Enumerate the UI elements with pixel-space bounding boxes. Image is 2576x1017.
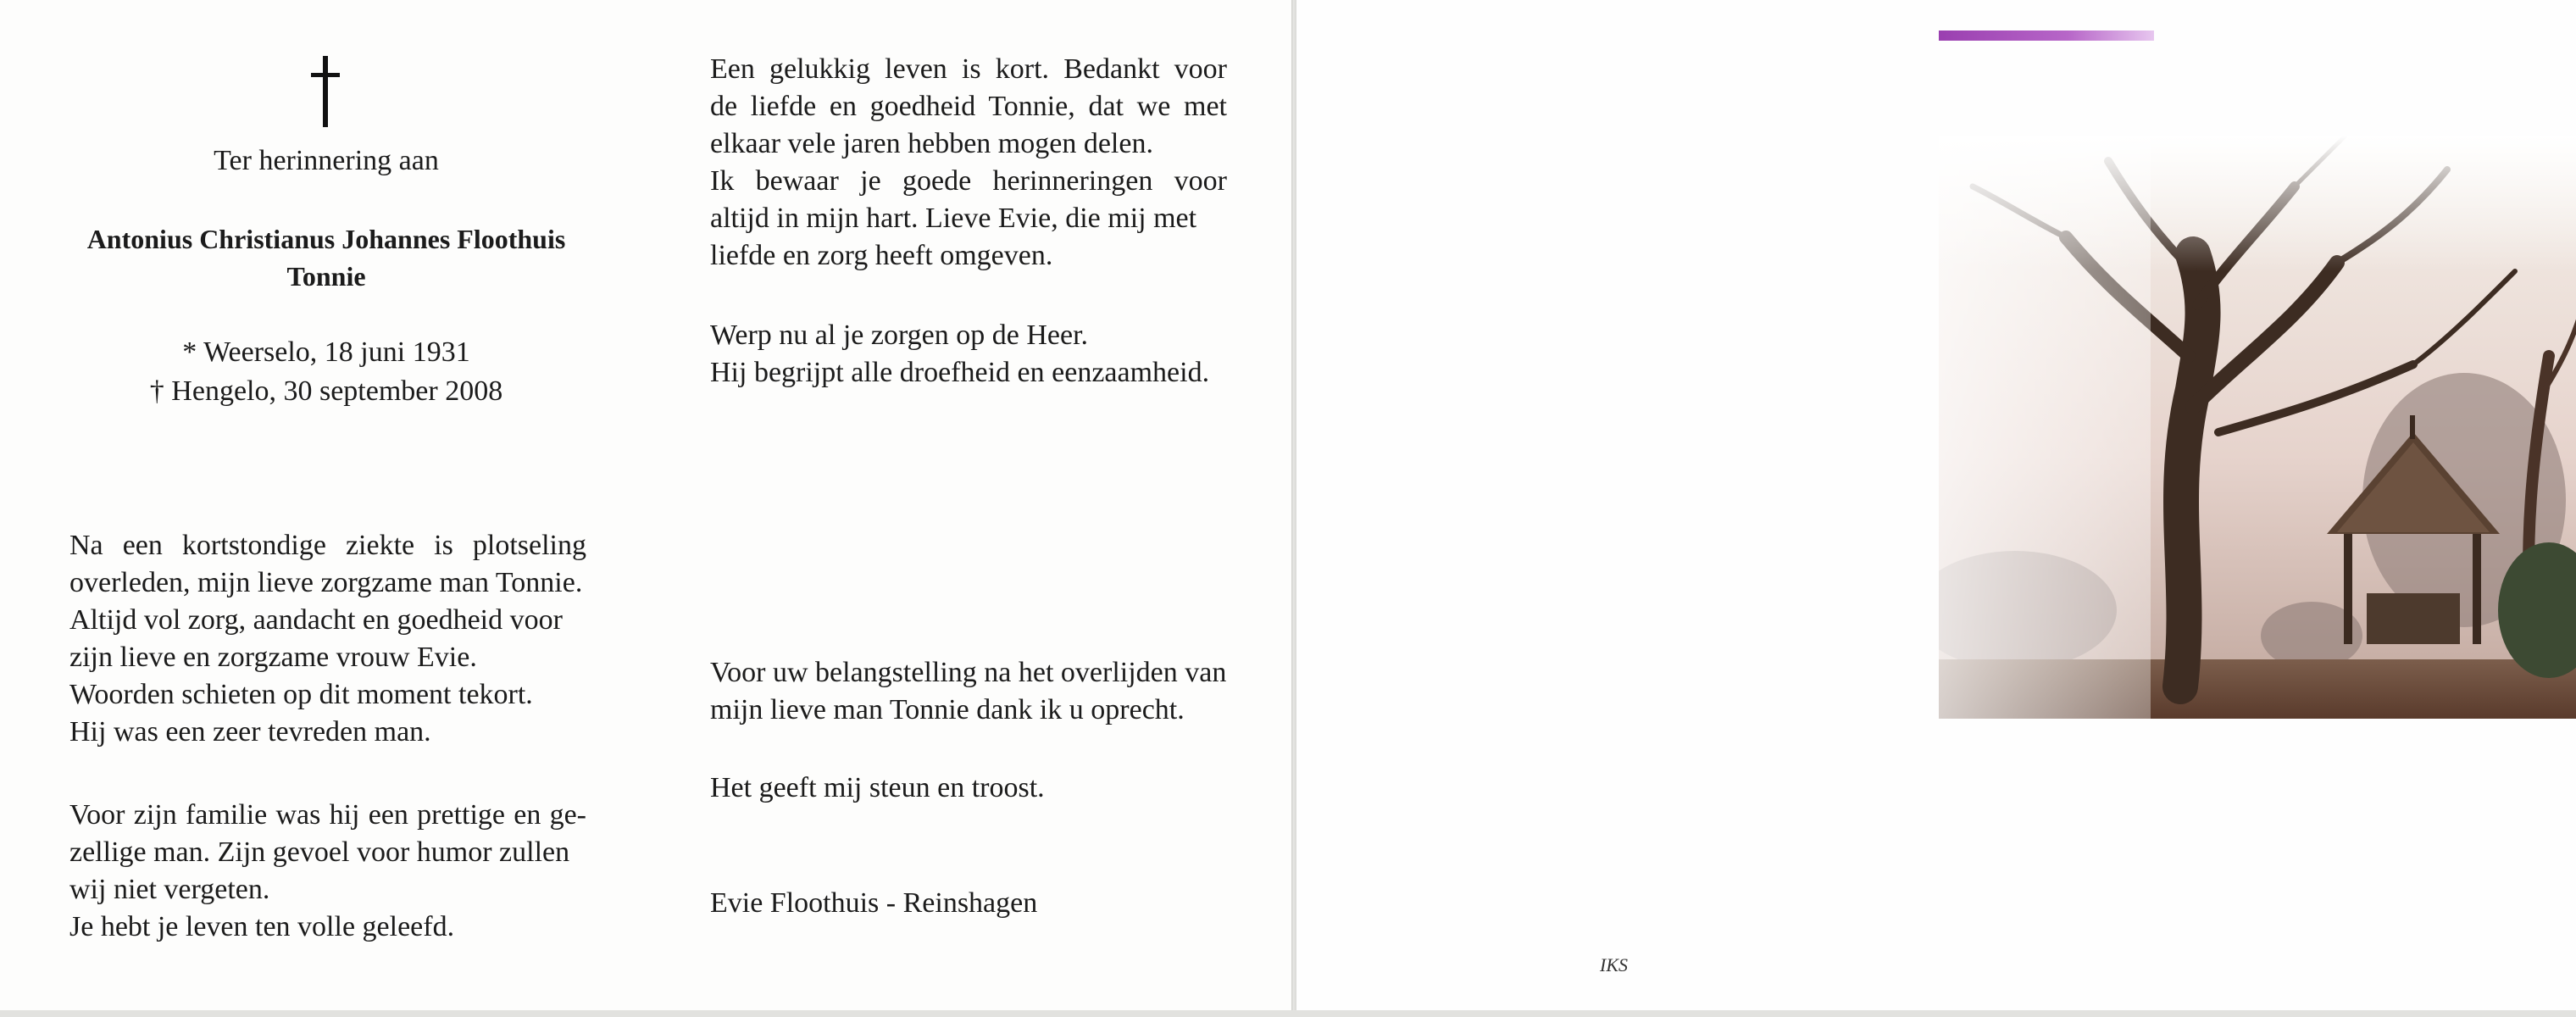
bible-verse (710, 317, 1252, 392)
text-line: Woorden schieten op dit moment tekort. (69, 679, 533, 710)
deceased-full-name: Antonius Christianus Johannes Floothuis (86, 224, 566, 254)
text-line: overleden, mijn lieve zorgzame man Tonnie. (69, 567, 583, 598)
gratitude-paragraph (710, 51, 1227, 275)
text-line: altijd in mijn hart. Lieve Evie, die mij met (710, 203, 1197, 234)
text-line: wij niet vergeten. (69, 874, 270, 905)
accent-bar (1939, 31, 2154, 41)
text-line: Hij was een zeer tevreden man. (69, 716, 431, 747)
support-line: Het geeft mij steun en troost. (710, 772, 1045, 803)
card-bottom-edge (0, 1010, 2576, 1017)
text-line: Hij begrijpt alle droefheid en eenzaamheid. (710, 357, 1210, 388)
deceased-nickname: Tonnie (286, 261, 366, 292)
text-line: Altijd vol zorg, aandacht en goedheid voor (69, 604, 563, 636)
printer-mark: IKS (1600, 954, 1628, 975)
text-line: Ik bewaar je goede herinneringen voor (710, 165, 1227, 197)
text-line: liefde en zorg heeft omgeven. (710, 240, 1053, 271)
death-line: † Hengelo, 30 september 2008 (149, 375, 503, 407)
text-line: zijn lieve en zorgzame vrouw Evie. (69, 642, 477, 673)
signature: Evie Floothuis - Reinshagen (710, 887, 1038, 919)
text-line: Na een kortstondige ziekte is plotseling (69, 530, 586, 561)
landscape-photo (1939, 136, 2576, 719)
birth-line: * Weerselo, 18 juni 1931 (182, 336, 470, 368)
text-line: Een gelukkig leven is kort. Bedankt voor (710, 53, 1227, 85)
text-line: Voor zijn familie was hij een prettige en ge- (69, 799, 586, 831)
memorial-paragraph-1 (69, 527, 586, 751)
text-line: elkaar vele jaren hebben mogen delen. (710, 128, 1153, 159)
text-line: Je hebt je leven ten volle geleefd. (69, 911, 455, 942)
cross-icon (305, 56, 346, 127)
text-line: zellige man. Zijn gevoel voor humor zullen (69, 836, 570, 868)
text-line: Voor uw belangstelling na het overlijden van (710, 657, 1227, 688)
intro-line: Ter herinnering aan (214, 145, 439, 176)
thanks-paragraph (710, 654, 1252, 729)
text-line: mijn lieve man Tonnie dank ik u oprecht. (710, 694, 1185, 725)
text-line: Werp nu al je zorgen op de Heer. (710, 320, 1089, 351)
card-fold (1291, 0, 1296, 1017)
memorial-paragraph-2 (69, 797, 586, 946)
text-line: de liefde en goedheid Tonnie, dat we met (710, 91, 1227, 122)
